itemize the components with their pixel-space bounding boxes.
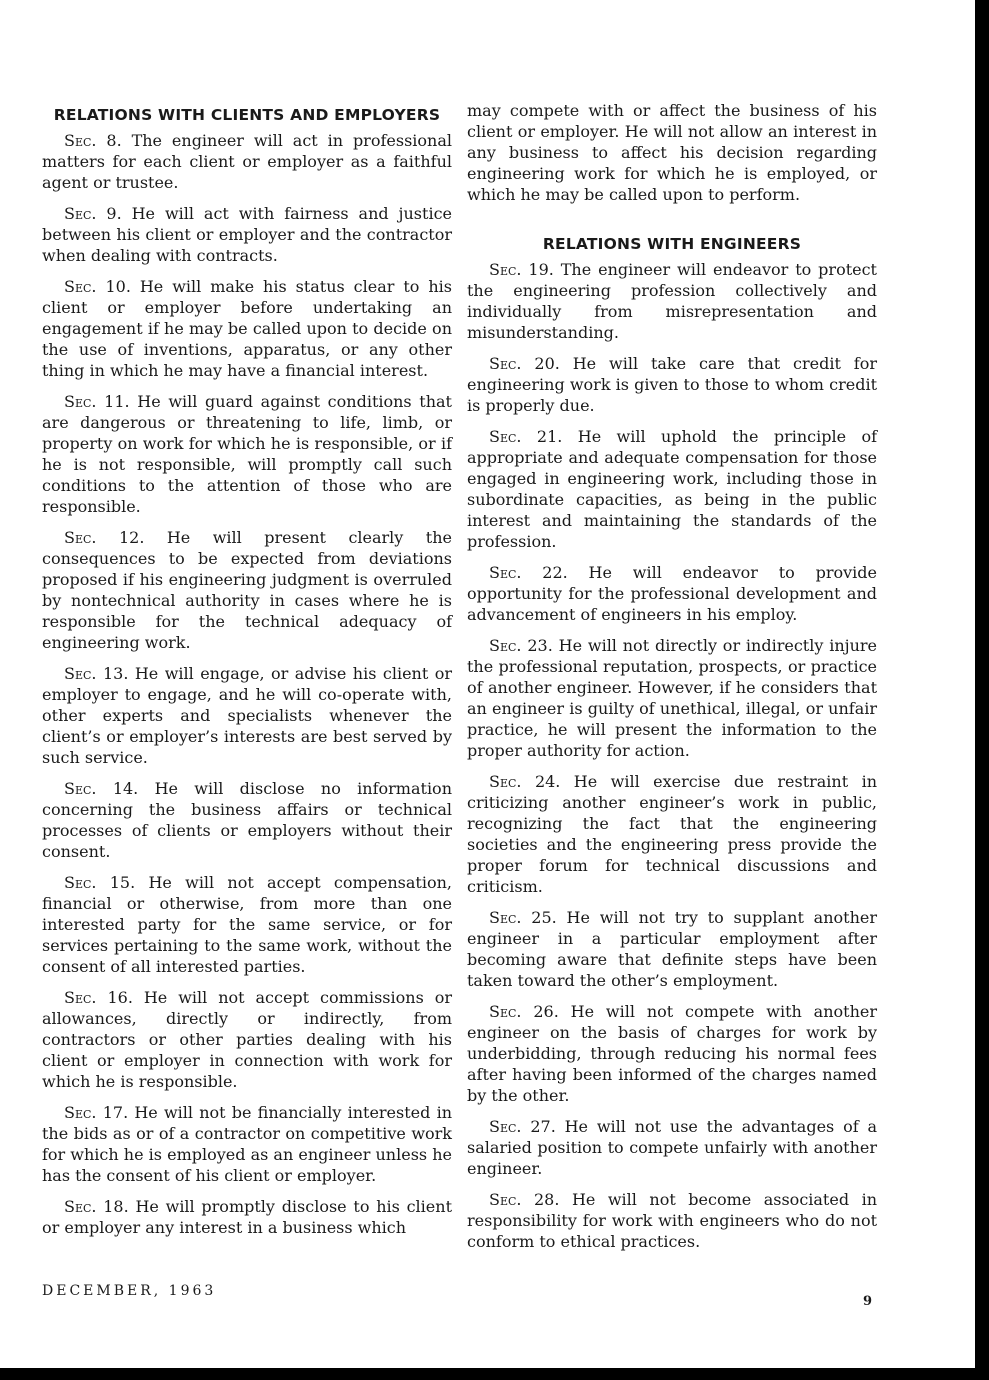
section-text: 11. He will guard against conditions that are dangerous or threatening to life, limb, or property on work for which he is responsible, or if he is not responsible, will promptly call such conditions to the attention of those who are responsible. [42,392,452,516]
section-paragraph [467,1189,877,1252]
section-paragraph [42,987,452,1092]
section-paragraph [467,1116,877,1179]
section-label: Sec. [489,354,522,373]
right-column [467,100,877,1262]
section-label: Sec. [64,779,97,798]
section-text: 23. He will not directly or indirectly injure the professional reputation, prospects, or practice of another engineer. However, if he considers that an engineer is guilty of unethical, illegal, or unfair practice, he will present the information to the proper authority for action. [467,636,878,760]
page-number: 9 [863,1294,873,1309]
section-paragraph [467,1001,877,1106]
section-text: 12. He will present clearly the consequences to be expected from deviations proposed if his engineering judgment is overruled by nontechnical authority in cases where he is responsible for the technical adequacy of engineering work. [42,528,452,652]
section-label: Sec. [489,908,522,927]
section-label: Sec. [64,392,97,411]
section-text: 28. He will not become associated in responsibility for work with engineers who do not conform to ethical practices. [467,1190,877,1251]
section-paragraph [42,663,452,768]
section-label: Sec. [489,1002,522,1021]
footer-date: DECEMBER, 1963 [42,1283,217,1299]
section-label: Sec. [64,873,97,892]
section-text: 10. He will make his status clear to his client or employer before undertaking an engagement if he may be called upon to decide on the use of inventions, apparatus, or any other thing in which he may have a financial interest. [42,277,452,380]
section-text: 27. He will not use the advantages of a salaried position to compete unfairly with another engineer. [467,1117,877,1178]
section-label: Sec. [489,1190,522,1209]
section-text: 24. He will exercise due restraint in criticizing another engineer’s work in public, recognizing the fact that the engineering societies and the engineering press provide the proper forum for technical discussions and criticism. [467,772,878,896]
section-paragraph [42,276,452,381]
section-paragraph [467,907,877,991]
section-text: 19. The engineer will endeavor to protect the engineering profession collectively and individually from misrepresentation and misunderstanding. [467,260,877,342]
section-text: 15. He will not accept compensation, financial or otherwise, from more than one interested party for the same service, or for services pertaining to the same work, without the consent of all interested parties. [42,873,452,976]
section-text: 9. He will act with fairness and justice between his client or employer and the contractor when dealing with contracts. [42,204,452,265]
section-paragraph [467,635,877,761]
scan-edge-right [975,0,989,1380]
section-paragraph [42,1102,452,1186]
section-paragraph [467,562,877,625]
section-text: 16. He will not accept commissions or allowances, directly or indirectly, from contractors or other parties dealing with his client or employer in connection with work for which he is responsible. [42,988,453,1091]
section-paragraph [42,130,452,193]
right-sections [467,259,877,1252]
left-sections [42,130,452,1238]
section-paragraph [467,259,877,343]
section-text: 13. He will engage, or advise his client or employer to engage, and he will co-operate with, other experts and specialists whenever the client’s or employer’s interests are best served by such service. [42,664,452,767]
section-text: 25. He will not try to supplant another engineer in a particular employment after becoming aware that definite steps have been taken toward the other’s employment. [467,908,877,990]
left-column [42,100,452,1248]
section-label: Sec. [489,260,522,279]
section-label: Sec. [489,636,522,655]
section-text: 17. He will not be financially interested in the bids as or of a contractor on competitive work for which he is employed as an engineer unless he has the consent of his client or employer. [42,1103,452,1185]
section-label: Sec. [64,988,97,1007]
section-text: 18. He will promptly disclose to his client or employer any interest in a business which [42,1197,452,1237]
section-text: 21. He will uphold the principle of appropriate and adequate compensation for those engaged in engineering work, including those in subordinate capacities, as being in the public interest and maintaining the standards of the profession. [467,427,878,551]
section-paragraph [42,203,452,266]
continuation-paragraph: may compete with or affect the business of his client or employer. He will not allow an interest in any business to affect his decision regarding engineering work for which he is employed, or which he may be called upon to perform. [467,101,877,204]
section-heading-engineers: RELATIONS WITH ENGINEERS [542,235,802,253]
section-text: 20. He will take care that credit for engineering work is given to those to whom credit is properly due. [467,354,877,415]
section-paragraph [42,1196,452,1238]
section-label: Sec. [64,528,97,547]
section-label: Sec. [64,1197,97,1216]
section-label: Sec. [64,664,97,683]
section-text: 22. He will endeavor to provide opportunity for the professional development and advancement of engineers in his employ. [467,563,877,624]
section-paragraph [467,771,877,897]
section-text: 8. The engineer will act in professional matters for each client or employer as a faithful agent or trustee. [42,131,452,192]
section-paragraph [42,527,452,653]
section-label: Sec. [64,131,97,150]
section-text: 26. He will not compete with another engineer on the basis of charges for work by underbidding, through reducing his normal fees after having been informed of the charges named by the other. [467,1002,877,1105]
section-paragraph [42,872,452,977]
section-text: 14. He will disclose no information concerning the business affairs or technical processes of clients or employers without their consent. [42,779,452,861]
section-label: Sec. [64,277,97,296]
section-paragraph [42,778,452,862]
section-label: Sec. [489,427,522,446]
section-label: Sec. [64,204,97,223]
section-paragraph [467,426,877,552]
scan-edge-bottom [0,1368,989,1380]
section-paragraph [42,391,452,517]
section-label: Sec. [489,563,522,582]
section-label: Sec. [489,772,522,791]
section-label: Sec. [64,1103,97,1122]
section-heading-clients-employers: RELATIONS WITH CLIENTS AND EMPLOYERS [53,106,441,124]
section-label: Sec. [489,1117,522,1136]
section-paragraph [467,353,877,416]
